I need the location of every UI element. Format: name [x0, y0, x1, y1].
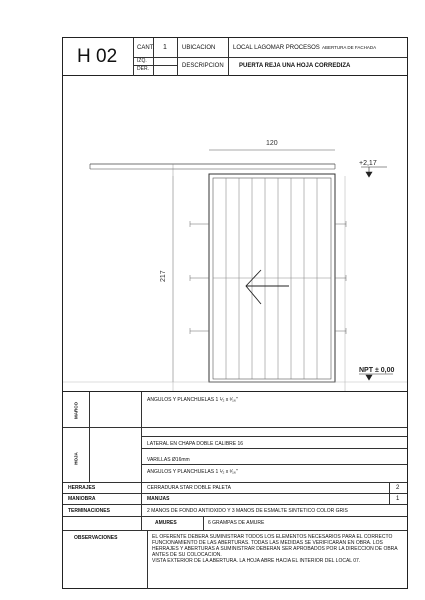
sliding-direction-arrow [246, 270, 289, 304]
der-label: DER. [137, 66, 149, 72]
descripcion-value: PUERTA REJA UNA HOJA CORREDIZA [239, 63, 351, 69]
amures-value: 6 GRAMPAS DE AMURE [208, 520, 265, 526]
observaciones-label: OBSERVACIONES [74, 535, 118, 541]
descripcion-label: DESCRIPCION [182, 63, 224, 69]
level-bottom-text: NPT ± 0,00 [359, 367, 395, 374]
herrajes-label: HERRAJES [68, 485, 96, 491]
amures-label: AMURES [155, 520, 177, 526]
marco-line1: ANGULOS Y PLANCHUELAS 1 ⅟₂ x ³⁄₁₆" [147, 397, 238, 403]
height-dimension-text: 217 [160, 270, 167, 282]
level-marker-bottom [359, 374, 393, 380]
anchor-marks [190, 221, 346, 334]
door-bars [226, 178, 317, 379]
door-leaf [213, 178, 331, 379]
header-block [63, 38, 407, 76]
maniobra-label: MANIOBRA [68, 496, 96, 502]
hoja-line2: VARILLAS Ø16mm [147, 457, 190, 463]
level-top-text: +2,17 [359, 160, 377, 167]
spec-table [63, 391, 407, 588]
item-code: H 02 [77, 46, 118, 67]
cant-value: 1 [163, 44, 167, 51]
hoja-label: HOJA [73, 452, 79, 465]
level-marker-top [361, 167, 387, 177]
elevation-drawing [63, 76, 407, 391]
hoja-line3: ANGULOS Y PLANCHUELAS 1 ⅟₂ x ³⁄₁₆" [147, 469, 238, 475]
hoja-line1: LATERAL EN CHAPA DOBLE CALIBRE 16 [147, 441, 244, 447]
ubicacion-note: ABERTURA DE FACHADA [322, 45, 377, 50]
maniobra-value: MANIJAS [147, 496, 170, 502]
observaciones-text: EL OFERENTE DEBERA SUMINISTRAR TODOS LOS ELEMENTOS NECESARIOS PARA EL CORRECTO FUNCIONAMIENTO DE LAS ABERTURAS. TODAS LAS MEDIDAS SE VERIFICARAN EN OBRA. LOS HERRAJES Y ABERTURAS A SUMINISTRAR DEBERAN SER APROBADOS POR LA DIRECCION DE OBRA ANTES DE SU COLOCACION. [152, 534, 398, 558]
herrajes-value: CERRADURA STAR DOBLE PALETA [147, 485, 231, 491]
ubicacion-label: UBICACION [182, 45, 216, 51]
terminaciones-value: 2 MANOS DE FONDO ANTIOXIDO Y 3 MANOS DE ESMALTE SINTETICO COLOR GRIS [147, 508, 348, 514]
cant-label: CANT. [137, 45, 155, 51]
herrajes-qty: 2 [396, 485, 400, 491]
terminaciones-label: TERMINACIONES [68, 508, 110, 514]
marco-label: MARCO [73, 402, 79, 419]
ubicacion-value: LOCAL LAGOMAR PROCESOS [233, 45, 320, 51]
observaciones-text2: VISTA EXTERIOR DE LA ABERTURA. LA HOJA ABRE HACIA EL INTERIOR DEL LOCAL 07. [152, 558, 361, 564]
spec-sheet [62, 37, 408, 589]
izq-label: IZQ. [137, 58, 147, 64]
maniobra-qty: 1 [396, 496, 400, 502]
width-dimension-text: 120 [266, 140, 278, 147]
